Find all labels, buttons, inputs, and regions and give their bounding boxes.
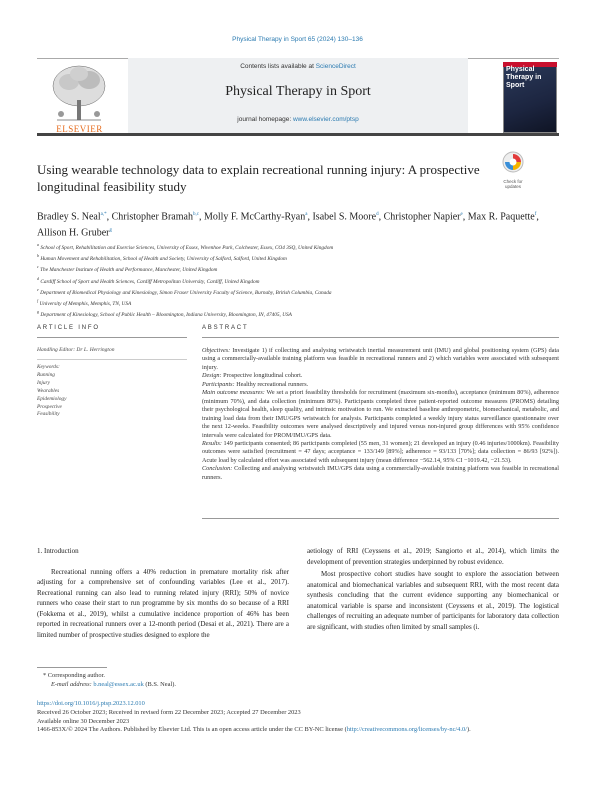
abstract-text: 149 participants consented; 86 participants completed (55 men, 31 women); 21 developed an injury (0.46 injuries/1000km). Feasibility outcomes were satisfied (recruitment = 47 days; acceptance = 133/149 [89%]; adherence = 93/133 [70%]; data collection = 86/93 [92%]). Acute load by calculated effort was associated with subsequent injury (mean difference −562.14, 95% CI −1019.42, −21.53). <box>202 439 559 464</box>
affiliation-marker: f <box>37 297 39 303</box>
affiliation-item <box>37 286 559 297</box>
abstract-paragraph <box>202 465 559 482</box>
author-list: Bradley S. Neal$^{a,*}$, Christopher Bramah$^{b,c}$, Molly F. McCarthy-Ryan$^a$, Isabel S. Moore$^d$, Christopher Napier$^e$, Max R. Paquette$^f$, Allison H. Gruber$^g$ <box>37 211 539 239</box>
affiliation-marker: a <box>37 242 39 247</box>
affiliation-list <box>37 241 559 319</box>
abstract-paragraph <box>202 389 559 440</box>
abstract-paragraph <box>202 372 559 380</box>
keyword-item: Prospective <box>37 403 62 410</box>
available-online: Available online 30 December 2023 <box>37 717 130 725</box>
publisher-name: ELSEVIER <box>56 124 103 134</box>
affiliation-marker: d <box>37 275 39 281</box>
license-end: ). <box>466 726 471 734</box>
affiliation-marker: c <box>37 264 39 270</box>
affiliation-item <box>37 297 559 308</box>
author-name: Max R. Paquette <box>467 211 535 223</box>
abstract-text: Prospective longitudinal cohort. <box>221 372 303 380</box>
abstract-label: Main outcome measures: <box>202 389 265 397</box>
affiliation-marker: b <box>37 253 39 259</box>
intro-heading: 1. Introduction <box>37 547 79 555</box>
author-affiliation-marker[interactable]: g <box>109 228 112 234</box>
abstract-label: Design: <box>202 372 222 380</box>
abstract-text: Collecting and analysing wristwatch IMU/GPS data using a commercially-available training platform was feasible in recreational runners. <box>202 465 559 481</box>
doi-link[interactable]: https://doi.org/10.1016/j.ptsp.2023.12.010 <box>37 700 145 707</box>
email-link[interactable]: b.neal@essex.ac.uk <box>93 681 144 688</box>
abstract-label: Results: <box>202 439 222 447</box>
corresponding-author: * Corresponding author. <box>43 672 105 679</box>
intro-right-column <box>307 546 559 632</box>
crossmark-label: Check for updates <box>503 179 523 189</box>
affiliation-item <box>37 252 559 263</box>
intro-paragraph-1: Recreational running offers a 40% reduction in premature mortality risk after adjusting for a comprehensive set of confounding variables (Lee et al., 2017). Recreational running can also lead to running related injury (RRI); 50% of novice runners who cease their start to run programme by six months do so because of a RRI (Fokkema et al., 2019), whilst a cumulative incidence proportion of 46% has been reported in recreational runners over a 12-month period (Desai et al., 2021). There are a limited number of prospective studies designed to explore the <box>37 567 289 639</box>
publication-info <box>37 700 559 735</box>
keywords-block <box>37 364 187 419</box>
elsevier-tree-logo <box>37 60 122 132</box>
email-suffix: (B.S. Neal). <box>143 681 176 688</box>
intro-paragraph-3: Most prospective cohort studies have sought to explore the association between anatomical and biomechanical variables and subsequent RRI, with the most recent data synthesis concluding that the current evidence supporting any biomechanical or anatomical variable is sparse and inconsistent (Ceyssens et al., 2019). The logistical challenges of recruiting an adequate number of participants for laboratory data collection are significant, with studies often limited by small samples (i. <box>307 570 559 631</box>
sciencedirect-link[interactable]: ScienceDirect <box>315 63 356 70</box>
author-affiliation-marker[interactable]: a <box>305 212 308 217</box>
received-dates: Received 26 October 2023; Received in revised form 22 December 2023; Accepted 27 December 2023 <box>37 708 301 716</box>
footnote <box>37 671 297 689</box>
author-name: Allison H. Gruber <box>37 227 110 239</box>
handling-editor: Handling Editor: Dr L. Herrington <box>37 347 115 353</box>
affiliation-text: School of Sport, Rehabilitation and Exercise Sciences, University of Essex, Wivenhoe Park, Colchester, Essex, CO4 3SQ, United Kingdom <box>39 244 334 251</box>
author-name: Christopher Napier <box>383 211 461 223</box>
handling-editor-rule <box>37 359 187 360</box>
abstract-heading: ABSTRACT <box>202 325 249 331</box>
license-link[interactable]: http://creativecommons.org/licenses/by-nc/4.0/ <box>346 726 467 734</box>
abstract-text: Healthy recreational runners. <box>234 380 309 388</box>
author-name: Molly F. McCarthy-Ryan <box>203 211 306 223</box>
abstract-label: Participants: <box>202 380 235 388</box>
abstract-body <box>202 347 559 482</box>
homepage-link[interactable]: www.elsevier.com/ptsp <box>292 116 359 123</box>
keywords-list <box>37 372 187 419</box>
homepage-prefix: journal homepage: <box>237 116 293 123</box>
article-info-heading: ARTICLE INFO <box>37 325 100 331</box>
journal-reference[interactable]: Physical Therapy in Sport 65 (2024) 130–136 <box>232 36 363 43</box>
abstract-text: Investigate 1) if collecting and analysing wristwatch inertial measurement unit (IMU) and global positioning system (GPS) data using a commercially-available training platform was feasible in recreational runners and 2) which variables were associated with subsequent injury. <box>202 347 559 371</box>
author-affiliation-marker[interactable]: d <box>376 212 379 217</box>
contents-prefix: Contents lists available at <box>240 63 316 70</box>
author-affiliation-marker[interactable]: f <box>534 212 537 217</box>
author-affiliation-marker[interactable]: b,c <box>192 212 199 217</box>
email-label: E-mail address: <box>51 681 94 688</box>
cover-title: Physical Therapy in Sport <box>506 66 542 89</box>
abstract-paragraph <box>202 381 559 389</box>
affiliation-text: The Manchester Institute of Health and Performance, Manchester, United Kingdom <box>38 267 218 274</box>
keyword-item: Wearables <box>37 387 60 394</box>
abstract-label: Conclusion: <box>202 465 233 473</box>
license-text: 1466-853X/© 2024 The Authors. Published by Elsevier Ltd. This is an open access article under the CC BY-NC license ( <box>37 726 347 734</box>
article-info-rule <box>37 337 187 338</box>
abstract-end-rule <box>202 518 559 519</box>
affiliation-item <box>37 275 559 286</box>
affiliation-text: Department of Kinesiology, School of Public Health – Bloomington, Indiana University, Bloomington, IN, 47405, USA <box>39 311 292 318</box>
author-name: Bradley S. Neal <box>37 211 101 223</box>
keywords-label: Keywords: <box>37 364 60 370</box>
affiliation-marker: e <box>37 286 39 292</box>
affiliation-text: Cardiff School of Sport and Health Sciences, Cardiff Metropolitan University, Cardiff, United Kingdom <box>39 278 260 285</box>
abstract-paragraph <box>202 347 559 372</box>
article-title: Using wearable technology data to explain recreational running injury: A prospective longitudinal feasibility study <box>37 162 480 194</box>
author-affiliation-marker[interactable]: e <box>460 212 463 217</box>
affiliation-text: University of Memphis, Memphis, TN, USA <box>38 300 132 307</box>
abstract-rule <box>202 337 559 338</box>
abstract-text: We set a priori feasibility thresholds for recruitment (maximum six-months), acceptance (minimum 80%), adherence (minimum 70%), and data collection (minimum 80%). Participants completed three patient-reported outcome measures (PROMS) detailing their psychological health, sleep quality, and intrinsic motivation to run. We extracted baseline anthropometric, biomechanical, metabolic, and training load data from their IMU/GPS wristwatch for analysis. Participants completed a weekly injury status surveillance questionnaire over the next 12-weeks. Feasibility outcomes were analysed descriptively and injured versus non-injured group differences with 95% confidence intervals were calculated for PROM/IMU/GPS data. <box>202 389 560 439</box>
affiliation-item <box>37 241 559 252</box>
crossmark-icon <box>497 150 529 174</box>
journal-homepage <box>128 116 468 123</box>
footnote-rule <box>37 667 107 668</box>
contents-line <box>128 63 468 70</box>
keyword-item: Epidemiology <box>37 395 67 402</box>
author-name: Christopher Bramah <box>111 211 193 223</box>
license-statement <box>37 726 559 735</box>
affiliation-text: Department of Biomedical Physiology and Kinesiology, Simon Fraser University Faculty of Science, Burnaby, British Columbia, Canada <box>38 289 332 296</box>
crossmark-badge[interactable] <box>497 150 529 189</box>
intro-left-column <box>37 546 289 640</box>
keyword-item: Running <box>37 371 55 378</box>
journal-cover-text <box>506 66 554 90</box>
affiliation-item <box>37 308 559 319</box>
intro-paragraph-2: aetiology of RRI (Ceyssens et al., 2019; Sangiorto et al., 2014), which limits the development of prevention strategies underpinned by robust evidence. <box>307 547 559 566</box>
author-affiliation-marker[interactable]: a,* <box>100 212 107 217</box>
abstract-label: Objectives: <box>202 347 231 354</box>
keyword-item: Injury <box>37 379 50 386</box>
journal-title: Physical Therapy in Sport <box>225 84 371 99</box>
author-name: Isabel S. Moore <box>312 211 377 223</box>
keyword-item: Feasibility <box>37 411 60 418</box>
affiliation-item <box>37 263 559 274</box>
affiliation-text: Human Movement and Rehabilitation, School of Health and Society, University of Salford, Salford, United Kingdom <box>39 255 287 262</box>
affiliation-marker: g <box>37 309 39 315</box>
abstract-paragraph <box>202 440 559 465</box>
